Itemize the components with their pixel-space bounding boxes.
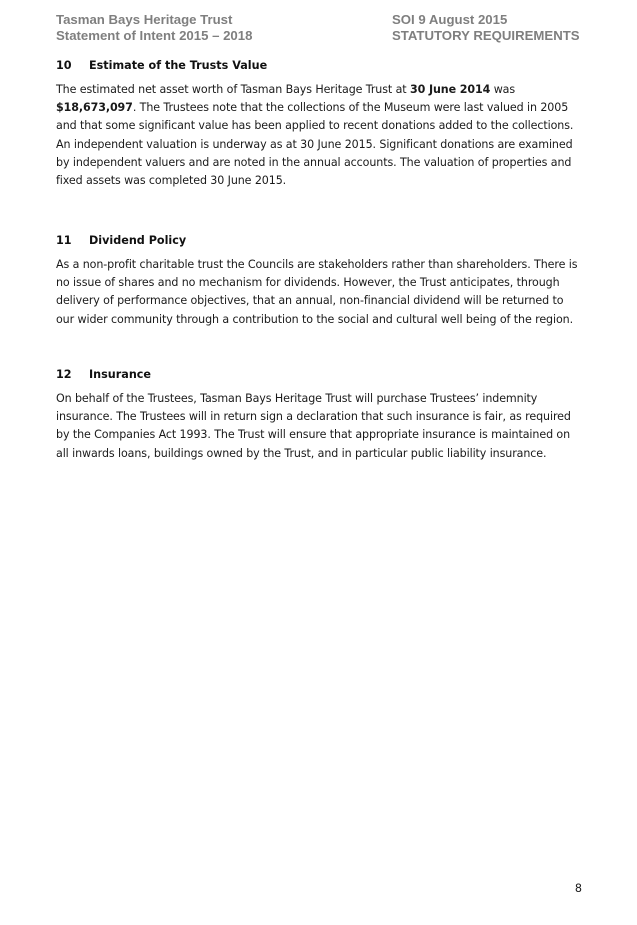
bold-date: 30 June 2014 xyxy=(409,83,491,96)
section-heading xyxy=(56,368,584,382)
section-title: Insurance xyxy=(89,368,152,381)
section-trust-value xyxy=(56,59,584,190)
section-number: 10 xyxy=(56,59,72,72)
section-number: 12 xyxy=(56,368,72,381)
header-section-label: STATUTORY REQUIREMENTS xyxy=(392,27,580,43)
section-number: 11 xyxy=(56,234,72,247)
body-text: The estimated net asset worth of Tasman Bays Heritage Trust at xyxy=(56,83,410,96)
section-body: As a non-profit charitable trust the Councils are stakeholders rather than shareholders. There is no issue of shares and no mechanism for dividends. However, the Trust anticipates, through delivery of performance objectives, that an annual, non-financial dividend will be returned to our wider community through a contribution to the social and cultural well being of the region. xyxy=(56,258,578,326)
header-version: SOI 9 August 2015 xyxy=(392,12,508,27)
section-insurance xyxy=(56,368,584,463)
section-body xyxy=(56,81,584,190)
section-body: On behalf of the Trustees, Tasman Bays Heritage Trust will purchase Trustees’ indemnity insurance. The Trustees will in return sign a declaration that such insurance is fair, as required by the Companies Act 1993. The Trust will ensure that appropriate insurance is maintained on all inwards loans, buildings owned by the Trust, and in particular public liability insurance. xyxy=(56,392,571,460)
header-org-name: Tasman Bays Heritage Trust xyxy=(56,12,233,27)
section-heading xyxy=(56,59,584,73)
section-title: Dividend Policy xyxy=(89,234,187,247)
section-heading xyxy=(56,234,584,248)
page-number: 8 xyxy=(574,882,582,895)
header-left xyxy=(56,12,252,43)
section-title: Estimate of the Trusts Value xyxy=(89,59,268,72)
section-dividend-policy xyxy=(56,234,584,329)
body-text: . The Trustees note that the collections of the Museum were last valued in 2005 and that some significant value has been applied to recent donations added to the collections. An independent valuation is underway as at 30 June 2015. Significant donations are examined by independent valuers and are noted in the annual accounts. The valuation of properties and fixed assets was completed 30 June 2015. xyxy=(56,101,574,188)
body-text: was xyxy=(490,83,516,96)
header-document-title: Statement of Intent 2015 – 2018 xyxy=(56,27,253,43)
bold-amount: $18,673,097 xyxy=(56,101,133,115)
header-right xyxy=(392,12,580,43)
